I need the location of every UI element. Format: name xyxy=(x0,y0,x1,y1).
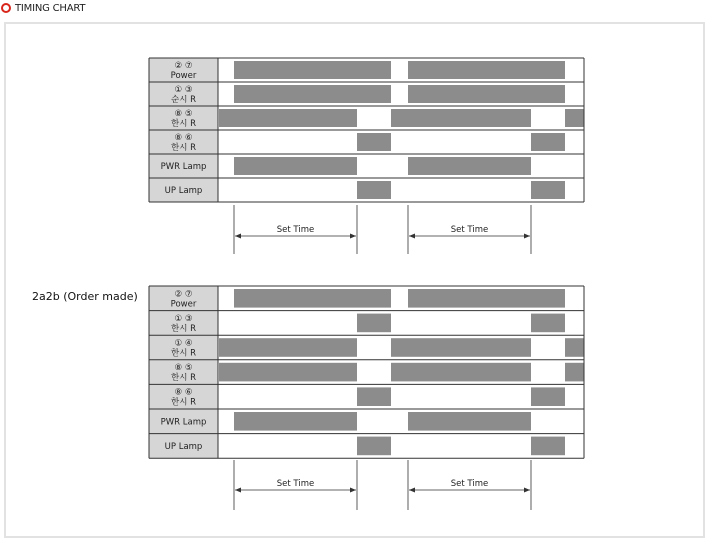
chart-2-settime-0-arrow-left-icon xyxy=(235,488,241,493)
chart-1-row-0-name: Power xyxy=(170,71,197,81)
chart-2-row-2-pulse-1 xyxy=(391,338,531,357)
chart-2-row-0-pulse-1 xyxy=(408,289,565,308)
chart-2-row-5-name: PWR Lamp xyxy=(160,417,207,428)
chart-1-row-4-pulse-0 xyxy=(234,157,357,175)
chart-1-settime-0-arrow-left-icon xyxy=(235,234,241,239)
chart-2-row-5-pulse-0 xyxy=(234,412,357,431)
chart-2-row-0-pulse-0 xyxy=(234,289,391,308)
chart-1-row-3-pulse-1 xyxy=(531,133,565,151)
chart-1-row-0-terminals: ② ⑦ xyxy=(174,61,193,71)
chart-2-row-3-pulse-2 xyxy=(565,363,584,382)
chart-2-row-0-name: Power xyxy=(170,299,197,310)
chart-1-settime-1-arrow-left-icon xyxy=(409,234,415,239)
chart-2-row-2-name: 한시 R xyxy=(170,348,197,359)
chart-1-row-2-name: 한시 R xyxy=(170,119,197,129)
chart-1-row-5-pulse-1 xyxy=(531,181,565,199)
chart-1-row-4-name: PWR Lamp xyxy=(160,162,207,172)
chart-1-row-3-pulse-0 xyxy=(357,133,391,151)
chart-2-row-1-pulse-1 xyxy=(531,314,565,333)
chart-1-row-3-terminals: ⑧ ⑥ xyxy=(174,133,193,143)
chart-1-row-5-pulse-0 xyxy=(357,181,391,199)
chart-1-row-2-pulse-1 xyxy=(391,109,531,127)
chart-2-row-2-terminals: ① ④ xyxy=(174,338,193,349)
chart-1-settime-0-label: Set Time xyxy=(276,225,315,235)
page-title: TIMING CHART xyxy=(15,2,86,14)
chart-2-row-2-pulse-2 xyxy=(565,338,584,357)
chart-1-row-2-pulse-0 xyxy=(219,109,357,127)
chart-1-row-2-terminals: ⑧ ⑤ xyxy=(174,109,193,119)
chart-1-row-3-name: 한시 R xyxy=(170,143,197,153)
chart-2-settime-1-arrow-right-icon xyxy=(524,488,530,493)
chart-2-row-2-pulse-0 xyxy=(219,338,357,357)
chart-2-settime-1-label: Set Time xyxy=(450,479,489,489)
chart-1-row-1-name: 순시 R xyxy=(170,95,197,105)
chart-2-row-0-terminals: ② ⑦ xyxy=(174,289,193,300)
chart-1-settime-0-arrow-right-icon xyxy=(350,234,356,239)
chart-1-row-5-name: UP Lamp xyxy=(164,186,203,196)
chart-2-row-4-pulse-0 xyxy=(357,387,391,406)
chart-2-row-3-pulse-1 xyxy=(391,363,531,382)
chart-2-row-3-terminals: ⑧ ⑤ xyxy=(174,363,193,374)
chart-1-row-2-pulse-2 xyxy=(565,109,584,127)
chart-2-row-4-terminals: ⑧ ⑥ xyxy=(174,387,193,398)
chart-1-row-1-terminals: ① ③ xyxy=(174,85,193,95)
chart-2-row-3-pulse-0 xyxy=(219,363,357,382)
chart-2-settime-0-arrow-right-icon xyxy=(350,488,356,493)
chart-2-row-6-pulse-0 xyxy=(357,437,391,456)
chart-1-row-4-pulse-1 xyxy=(408,157,531,175)
chart-1-row-1-pulse-1 xyxy=(408,85,565,103)
chart-2-settime-0-label: Set Time xyxy=(276,479,315,489)
chart-1-settime-1-arrow-right-icon xyxy=(524,234,530,239)
chart-1-row-1-pulse-0 xyxy=(234,85,391,103)
chart-2-row-6-name: UP Lamp xyxy=(164,441,203,452)
chart-2-row-4-pulse-1 xyxy=(531,387,565,406)
chart-2-row-5-pulse-1 xyxy=(408,412,531,431)
chart-2-row-3-name: 한시 R xyxy=(170,373,197,384)
chart-2-label: 2a2b (Order made) xyxy=(32,290,138,303)
chart-2-settime-1-arrow-left-icon xyxy=(409,488,415,493)
chart-1-settime-1-label: Set Time xyxy=(450,225,489,235)
chart-2-row-4-name: 한시 R xyxy=(170,397,197,408)
chart-2-row-1-terminals: ① ③ xyxy=(174,313,193,324)
chart-2-row-6-pulse-1 xyxy=(531,437,565,456)
chart-1-row-0-pulse-1 xyxy=(408,61,565,79)
chart-2-row-1-pulse-0 xyxy=(357,314,391,333)
chart-2-row-1-name: 한시 R xyxy=(170,323,197,334)
chart-1-row-0-pulse-0 xyxy=(234,61,391,79)
